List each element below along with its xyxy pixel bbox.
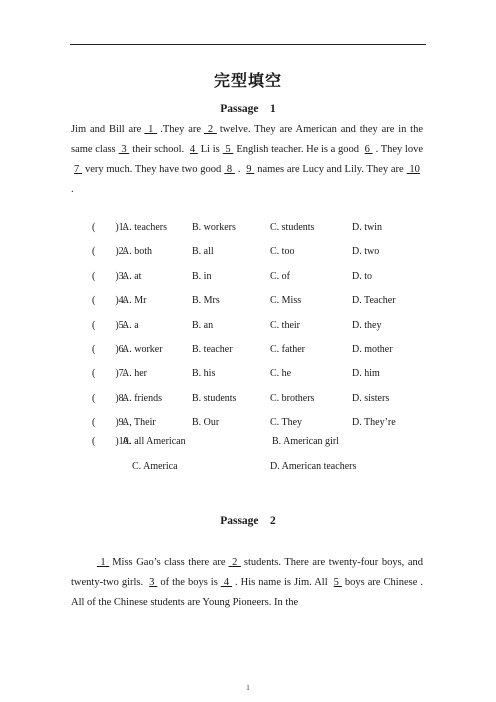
question-option: C. father xyxy=(270,344,305,355)
passage-1-text-run: very much. They have two good xyxy=(84,164,222,175)
question-option: D. Teacher xyxy=(352,295,396,307)
question-option: C. he xyxy=(270,368,292,380)
passage-2-text-run: of the boys is xyxy=(160,577,218,588)
question-number: ( )2. xyxy=(92,246,127,258)
passage-1-text-run: names are Lucy and Lily. They are xyxy=(257,164,404,175)
question-option: D. two xyxy=(352,246,380,258)
question-option: A. worker xyxy=(122,344,163,355)
question-10-option-d: D. American teachers xyxy=(270,461,357,472)
passage-1-text-run: Jim and Bill are xyxy=(71,124,142,135)
header-rule xyxy=(70,44,426,45)
question-option: B. an xyxy=(192,319,214,331)
question-option: D. they xyxy=(352,319,382,331)
question-10-option-a: A. all American xyxy=(122,436,186,447)
passage-1-heading: Passage 1 xyxy=(220,103,276,115)
question-option: B. students xyxy=(192,392,237,404)
question-option: B. Mrs xyxy=(192,295,220,307)
question-option: C. too xyxy=(270,246,295,258)
passage-1-text-run: English teacher. He is a good xyxy=(236,144,362,155)
passage-2-text-run xyxy=(71,557,94,568)
passage-2-blank: 4 xyxy=(220,577,233,588)
question-option: A, Their xyxy=(122,417,156,429)
passage-1-blank: 2 xyxy=(204,124,217,135)
question-option: C. students xyxy=(270,222,315,233)
question-option: A. both xyxy=(122,246,152,258)
question-option: C. brothers xyxy=(270,392,315,404)
question-option: A. friends xyxy=(122,392,162,404)
question-option: B. all xyxy=(192,246,214,258)
question-option: B. Our xyxy=(192,417,220,429)
question-option: B. workers xyxy=(192,222,236,233)
question-option: B. his xyxy=(192,368,216,380)
question-number: ( )8. xyxy=(92,392,127,404)
passage-1-blank: 3 xyxy=(118,144,130,155)
passage-1-text-run: twelve. They are American and they are in the same class xyxy=(71,124,423,155)
question-number: ( )9. xyxy=(92,417,127,429)
passage-2-text-run: students. There are twenty-four boys, and twenty-two girls. xyxy=(71,557,424,588)
question-option: A. teachers xyxy=(122,222,167,233)
question-number: ( )1. xyxy=(92,222,127,233)
passage-1-blank: 10 xyxy=(406,164,420,175)
passage-2-text-run: . His name is Jim. All xyxy=(235,577,331,588)
question-option: C. of xyxy=(270,270,290,282)
question-option: A. her xyxy=(122,368,147,380)
question-option: D. him xyxy=(352,368,380,380)
question-option: B. teacher xyxy=(192,344,233,355)
question-option: C. their xyxy=(270,319,300,331)
page-number: 1 xyxy=(246,684,250,692)
question-option: C. They xyxy=(270,417,303,429)
passage-2-heading: Passage 2 xyxy=(220,515,276,527)
question-option: D. sisters xyxy=(352,392,390,404)
question-number: ( )7. xyxy=(92,368,127,380)
question-10-number: ( )10. xyxy=(92,436,132,447)
passage-1-blank: 1 xyxy=(144,124,158,135)
passage-2-text-run: boys are Chinese . All of the Chinese students are Young Pioneers. In the xyxy=(71,577,423,608)
question-option: D. mother xyxy=(352,344,393,355)
passage-1-text-run: . xyxy=(71,184,74,195)
passage-1-blank: 9 xyxy=(246,164,255,175)
question-option: B. in xyxy=(192,270,212,282)
passage-1-text-run: Li is xyxy=(200,144,220,155)
question-number: ( )5. xyxy=(92,319,127,331)
question-option: D. twin xyxy=(352,222,382,233)
passage-1-blank: 7 xyxy=(74,164,82,175)
passage-1-blank: 5 xyxy=(222,144,234,155)
question-option: A. at xyxy=(122,270,142,282)
question-option: D. They’re xyxy=(352,417,396,429)
question-option: C. Miss xyxy=(270,295,302,307)
passage-1-text-run: . xyxy=(237,164,244,175)
question-option: A. a xyxy=(122,319,139,331)
passage-1-blank: 4 xyxy=(189,144,198,155)
passage-1-blank: 6 xyxy=(364,144,373,155)
passage-1-blank: 8 xyxy=(224,164,235,175)
passage-2-blank: 5 xyxy=(333,577,342,588)
question-10-option-c: C. America xyxy=(132,461,178,472)
passage-2-blank: 2 xyxy=(228,557,241,568)
passage-2-text-run: Miss Gao’s class there are xyxy=(112,557,226,568)
passage-1-text-run: . They love xyxy=(375,144,424,155)
question-number: ( )3. xyxy=(92,270,127,282)
passage-2-text xyxy=(71,553,423,613)
passage-1-text-run: .They are xyxy=(160,124,202,135)
question-option: A. Mr xyxy=(122,295,147,307)
passage-2-blank: 3 xyxy=(149,577,158,588)
passage-2-blank: 1 xyxy=(96,557,110,568)
question-10-option-b: B. American girl xyxy=(272,436,339,447)
passage-1-text xyxy=(71,120,423,200)
question-option: D. to xyxy=(352,270,372,282)
question-number: ( )6. xyxy=(92,344,127,355)
question-number: ( )4. xyxy=(92,295,127,307)
document-title: 完型填空 xyxy=(213,71,282,90)
passage-1-text-run: their school. xyxy=(132,144,187,155)
